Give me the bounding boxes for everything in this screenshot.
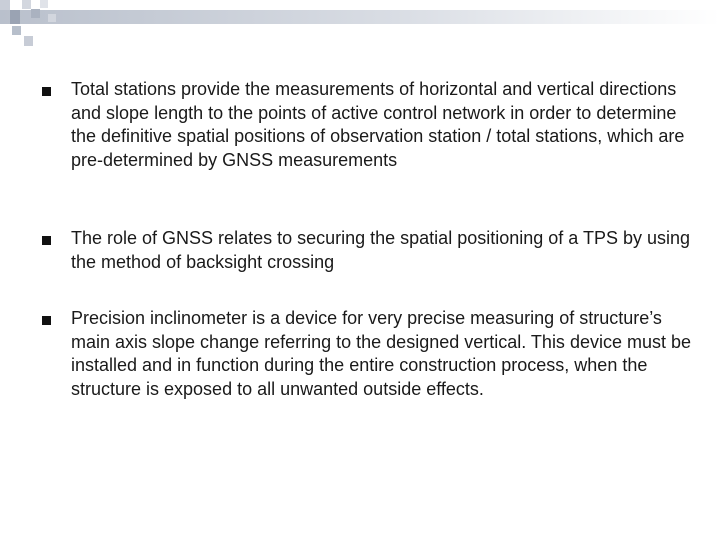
bullet-text-precision-inclinometer: Precision inclinometer is a device for very precise measuring of structure’s main axis slope change referring to the designed vertical. This device must be installed and in function during the entire construction process, when the structure is exposed to all unwanted outside effects.	[71, 308, 691, 399]
bullet-marker	[42, 87, 51, 96]
bullet-text-total-stations: Total stations provide the measurements of horizontal and vertical directions and slope length to the points of active control network in order to determine the definitive spatial positions of observation station / total stations, which are pre-determined by GNSS measurements	[71, 79, 685, 170]
bullet-marker	[42, 316, 51, 325]
bullet-text-gnss-role: The role of GNSS relates to securing the spatial positioning of a TPS by using the method of backsight crossing	[71, 228, 691, 272]
bullet-marker	[42, 236, 51, 245]
